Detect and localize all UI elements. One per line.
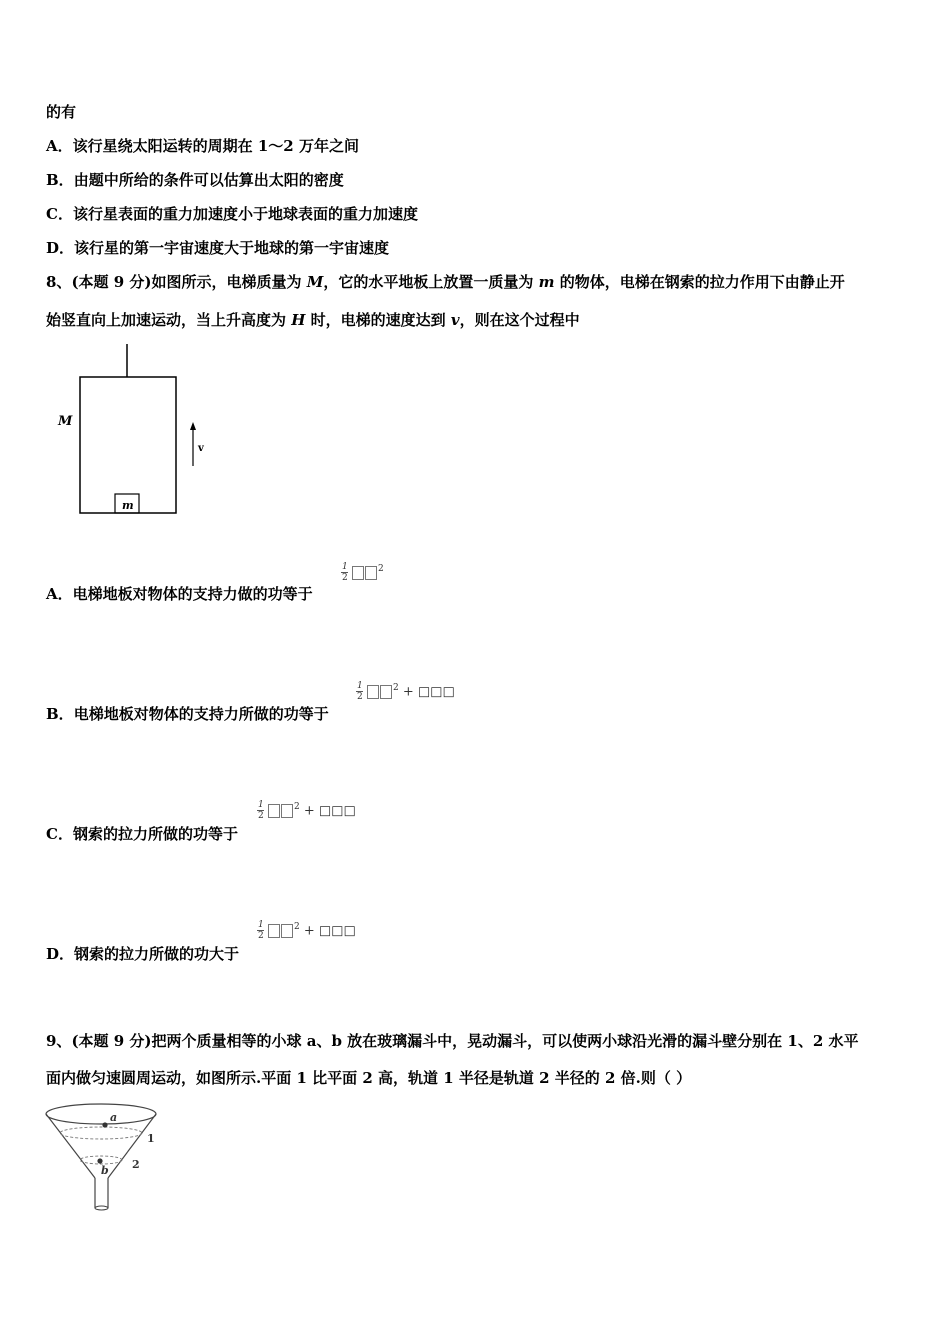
option-text: 电梯地板对物体的支持力所做的功等于 — [73, 705, 329, 723]
formula-den: 2 — [258, 811, 264, 821]
option-text: 钢索的拉力所做的功等于 — [72, 825, 238, 843]
option-label: A． — [46, 585, 73, 603]
q9-number: 9、 — [46, 1032, 72, 1050]
q8-option-c[interactable] — [46, 824, 238, 844]
elevator-box — [80, 377, 176, 513]
var-m: m — [538, 273, 555, 291]
formula-den: 2 — [357, 692, 363, 702]
option-text: 该行星的第一宇宙速度大于地球的第一宇宙速度 — [74, 239, 390, 257]
formula-num: 1 — [357, 681, 363, 691]
option-label: B． — [46, 705, 74, 723]
funnel-stem-end — [95, 1206, 108, 1210]
q8-text: 如图所示，电梯质量为 — [151, 273, 307, 291]
q8-text: ，它的水平地板上放置一质量为 — [323, 273, 539, 291]
q7-option-a[interactable] — [46, 136, 359, 156]
option-label: C． — [46, 205, 73, 223]
q7-intro-tail: 的有 — [46, 103, 77, 121]
formula-den: 2 — [342, 573, 348, 583]
formula-sup: 2 — [378, 564, 384, 574]
var-H: H — [291, 311, 306, 329]
label-v: v — [198, 443, 204, 454]
q9-stem-line-1 — [46, 1031, 859, 1051]
option-label: D． — [46, 945, 75, 963]
option-label: D． — [46, 239, 75, 257]
q7-option-d[interactable] — [46, 238, 389, 258]
option-label: C． — [46, 825, 73, 843]
formula-num: 1 — [342, 562, 348, 572]
funnel-rim — [46, 1104, 156, 1124]
formula-sup: 2 — [294, 802, 300, 812]
q8-stem-line-1 — [46, 272, 845, 292]
option-label: A． — [46, 137, 73, 155]
funnel-figure — [40, 1100, 180, 1215]
ball-a — [102, 1122, 107, 1127]
option-text: 钢索的拉力所做的功大于 — [74, 945, 240, 963]
formula-sup: 2 — [393, 683, 399, 693]
formula-num: 1 — [258, 800, 264, 810]
label-a: a — [110, 1111, 118, 1124]
q8-stem-line-2 — [46, 310, 580, 330]
var-v: v — [450, 311, 460, 329]
formula-sup: 2 — [294, 922, 300, 932]
q8-text: 时，电梯的速度达到 — [305, 311, 451, 329]
q8-option-d[interactable] — [46, 944, 239, 964]
q8-points: (本题 9 分) — [71, 273, 152, 291]
formula-tail: + □□□ — [299, 803, 356, 819]
elevator-figure — [50, 340, 220, 520]
q8-text: 的物体，电梯在钢索的拉力作用下由静止开 — [554, 273, 845, 291]
q9-stem-line-2 — [46, 1068, 691, 1088]
option-label: B． — [46, 171, 74, 189]
label-m: m — [122, 499, 134, 512]
option-text: 该行星表面的重力加速度小于地球表面的重力加速度 — [72, 205, 418, 223]
ball-b — [97, 1158, 102, 1163]
var-M: M — [306, 273, 324, 291]
orbit-1 — [60, 1127, 142, 1139]
q8-option-b[interactable] — [46, 704, 329, 724]
q8-option-a[interactable] — [46, 584, 313, 604]
q9-text: 把两个质量相等的小球 a、b 放在玻璃漏斗中，晃动漏斗，可以使两小球沿光滑的漏斗壁分别在 1、2 水平 — [151, 1032, 859, 1050]
option-text: 电梯地板对物体的支持力做的功等于 — [72, 585, 313, 603]
label-M: M — [58, 414, 73, 429]
q8-number: 8、 — [46, 273, 72, 291]
formula-den: 2 — [258, 931, 264, 941]
q8-text: ，则在这个过程中 — [459, 311, 580, 329]
q8-text: 始竖直向上加速运动，当上升高度为 — [46, 311, 292, 329]
q7-option-c[interactable] — [46, 204, 418, 224]
arrow-head-icon — [190, 422, 196, 430]
q9-text: 面内做匀速圆周运动，如图所示.平面 1 比平面 2 高，轨道 1 半径是轨道 2 半径的 2 倍.则（ ） — [46, 1069, 692, 1087]
label-b: b — [101, 1164, 109, 1177]
formula-tail: + □□□ — [398, 684, 455, 700]
label-2: 2 — [132, 1158, 140, 1171]
q7-option-b[interactable] — [46, 170, 344, 190]
option-text: 该行星绕太阳运转的周期在 1～2 万年之间 — [72, 137, 359, 155]
option-text: 由题中所给的条件可以估算出太阳的密度 — [73, 171, 344, 189]
label-1: 1 — [147, 1132, 155, 1145]
formula-num: 1 — [258, 920, 264, 930]
formula-tail: + □□□ — [299, 923, 356, 939]
q9-points: (本题 9 分) — [71, 1032, 152, 1050]
